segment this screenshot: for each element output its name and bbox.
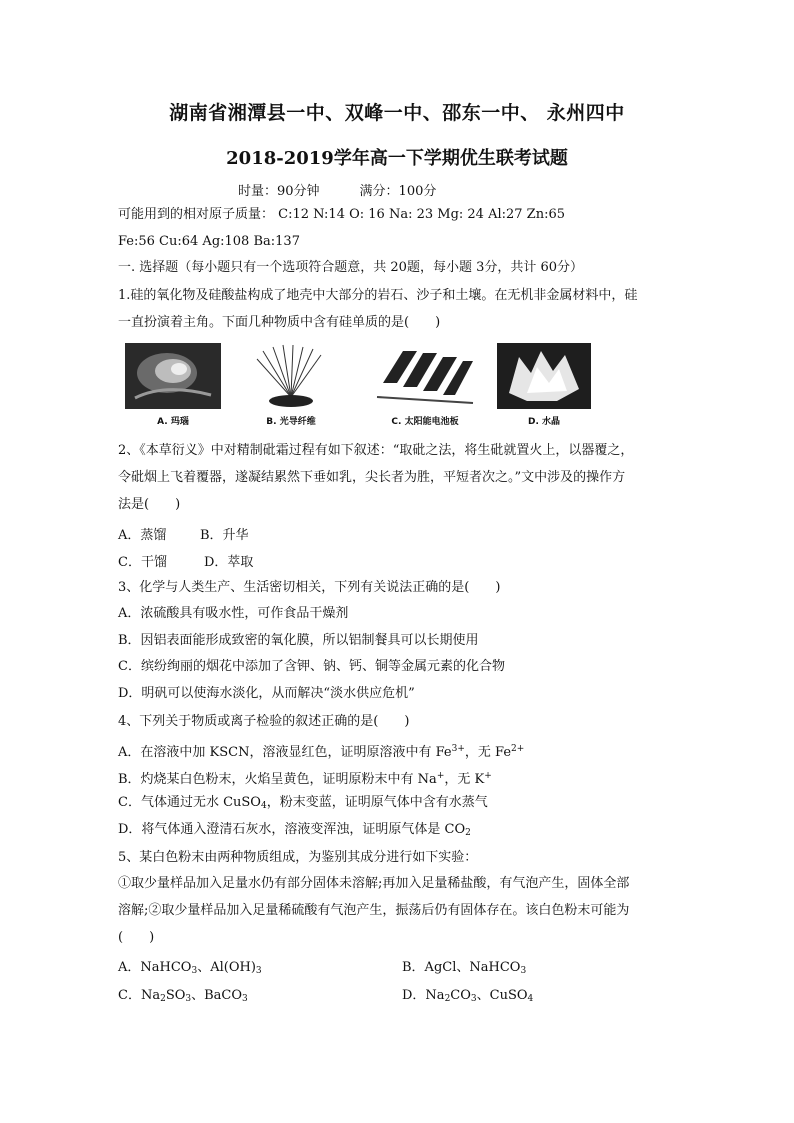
atomic-mass-line-2: Fe:56 Cu:64 Ag:108 Ba:137: [118, 234, 300, 249]
caption-d: D. 水晶: [527, 417, 561, 427]
q5-option-b: B．AgCl、NaHCO$_3$: [402, 960, 527, 976]
q1-line-2: 一直扮演着主角。下面几种物质中含有硅单质的是( ): [118, 315, 441, 330]
solar-panel-image: [373, 343, 477, 427]
caption-c: C. 太阳能电池板: [391, 417, 459, 427]
atomic-mass-line-1: 可能用到的相对原子质量： C:12 N:14 O: 16 Na: 23 Mg: 24 Al:27 Zn:65: [118, 207, 566, 222]
q3-option-b: B．因铝表面能形成致密的氧化膜，所以铝制餐具可以长期使用: [118, 633, 479, 648]
q4-stem: 4、下列关于物质或离子检验的叙述正确的是( ): [118, 714, 410, 729]
q2-option-d: D．萃取: [204, 555, 254, 570]
crystal-image: [497, 343, 591, 427]
q3-option-a: A．浓硫酸具有吸水性，可作食品干燥剂: [118, 606, 349, 621]
exam-title-schools: 湖南省湘潭县一中、双峰一中、邵东一中、 永州四中: [169, 102, 625, 124]
q4-option-d: D．将气体通入澄清石灰水，溶液变浑浊，证明原气体是 $CO_2$: [118, 822, 471, 838]
q2-option-b: B．升华: [200, 528, 249, 543]
q1-line-1: 1.硅的氧化物及硅酸盐构成了地壳中大部分的岩石、沙子和土壤。在无机非金属材料中，硅: [118, 288, 638, 303]
q5-stem: 5、某白色粉末由两种物质组成，为鉴别其成分进行如下实验：: [118, 850, 478, 865]
q2-line-3: 法是( ): [118, 497, 181, 512]
q5-line-3: ( ): [118, 930, 155, 945]
section-heading: 一. 选择题（每小题只有一个选项符合题意，共 20题，每小题 3分，共计 60分）: [118, 260, 584, 275]
q3-option-d: D．明矾可以使海水淡化，从而解决“淡水供应危机”: [118, 686, 415, 701]
q2-option-c: C．干馏: [118, 555, 167, 570]
optical-fiber-image: [243, 343, 339, 427]
agate-image: [125, 343, 221, 427]
q3-option-c: C．缤纷绚丽的烟花中添加了含钾、钠、钙、铜等金属元素的化合物: [118, 659, 505, 674]
time-limit: 时量：90分钟: [238, 184, 320, 199]
q3-stem: 3、化学与人类生产、生活密切相关，下列有关说法正确的是( ): [118, 580, 501, 595]
q2-option-a: A．蒸馏: [118, 528, 167, 543]
q1-images: [125, 343, 595, 428]
caption-a: A. 玛瑙: [157, 417, 189, 427]
q2-line-2: 令砒烟上飞着覆器，遂凝结累然下垂如乳，尖长者为胜，平短者次之。”文中涉及的操作方: [118, 470, 626, 485]
full-score: 满分：100分: [359, 184, 437, 199]
q5-option-a: A．NaHCO$_3$、$Al(OH)_3$: [118, 960, 262, 976]
q5-option-c: C．$Na_2SO_3$、BaCO$_3$: [118, 988, 248, 1004]
q4-option-b: B．灼烧某白色粉末，火焰呈黄色，证明原粉末中有 Na+，无 K+: [118, 771, 492, 787]
caption-b: B. 光导纤维: [266, 417, 316, 427]
exam-meta: [238, 180, 436, 199]
q2-line-1: 2、《本草衍义》中对精制砒霜过程有如下叙述：“取砒之法，将生砒就置火上，以器覆之，: [118, 443, 634, 458]
q5-option-d: D．$Na_2CO_3$、CuSO$_4$: [402, 988, 534, 1004]
q4-option-a: A．在溶液中加 KSCN，溶液显红色，证明原溶液中有 $Fe^{3+}$，无 $Fe^{2+}$: [118, 744, 525, 760]
q5-line-2: 溶解;②取少量样品加入足量稀硫酸有气泡产生，振荡后仍有固体存在。该白色粉末可能为: [118, 903, 630, 918]
q5-line-1: ①取少量样品加入足量水仍有部分固体未溶解;再加入足量稀盐酸，有气泡产生，固体全部: [118, 876, 630, 891]
q4-option-c: C．气体通过无水 CuSO$_4$，粉末变蓝，证明原气体中含有水蒸气: [118, 795, 488, 811]
exam-title-term: 2018-2019学年高一下学期优生联考试题: [226, 148, 568, 169]
